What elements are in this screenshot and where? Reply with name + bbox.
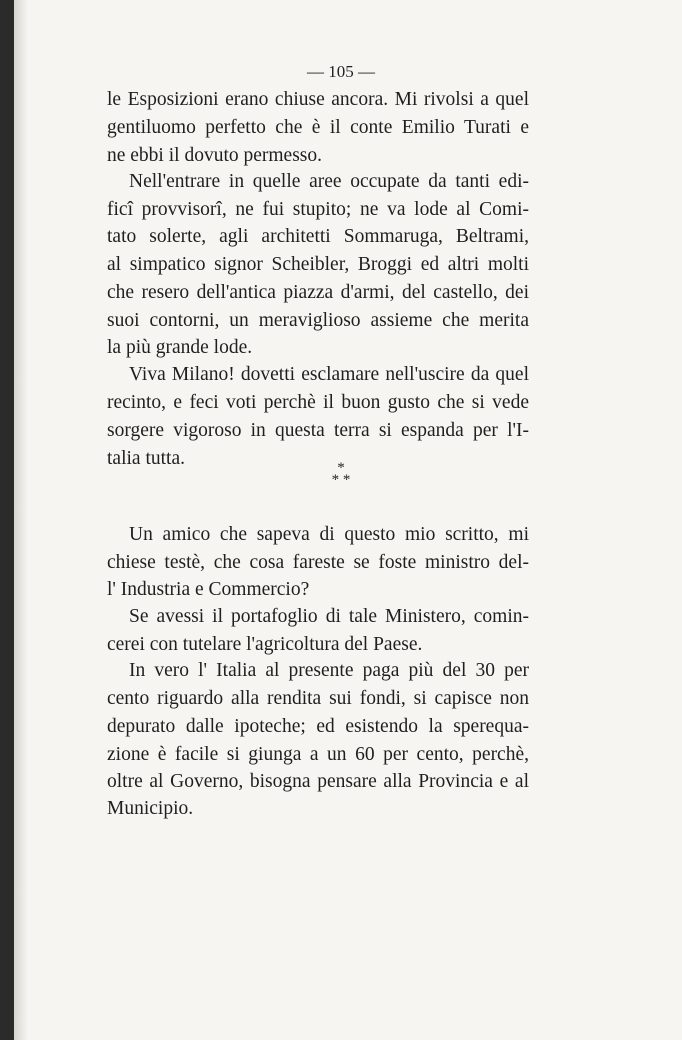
separator-bottom-asterisks: * * xyxy=(331,472,351,488)
text-line: Municipio. xyxy=(107,798,194,819)
text-line: sorgere vigoroso in questa terra si espanda per l'I- xyxy=(107,420,529,441)
text-line: ne ebbi il dovuto permesso. xyxy=(107,145,323,166)
text-line: ficî provvisorî, ne fui stupito; ne va lode al Comi- xyxy=(107,199,529,220)
text-line: recinto, e feci voti perchè il buon gusto che si vede xyxy=(107,392,529,413)
text-line: talia tutta. xyxy=(107,448,185,469)
text-line: al simpatico signor Scheibler, Broggi ed altri molti xyxy=(107,254,529,275)
section-separator xyxy=(0,462,682,486)
text-line: che resero dell'antica piazza d'armi, del castello, dei xyxy=(107,282,529,303)
page-number: — 105 — xyxy=(307,62,375,81)
text-line: depurato dalle ipoteche; ed esistendo la sperequa- xyxy=(107,716,529,737)
text-line: tato solerte, agli architetti Sommaruga, Beltrami, xyxy=(107,226,529,247)
text-line: suoi contorni, un meraviglioso assieme che merita xyxy=(107,310,529,331)
text-line: Nell'entrare in quelle aree occupate da tanti edi- xyxy=(129,171,529,192)
text-line: zione è facile si giunga a un 60 per cento, perchè, xyxy=(107,744,529,765)
text-line: la più grande lode. xyxy=(107,337,253,358)
text-line: Un amico che sapeva di questo mio scritto, mi xyxy=(129,524,529,545)
text-line: l' Industria e Commercio? xyxy=(107,579,310,600)
text-line: In vero l' Italia al presente paga più del 30 per xyxy=(129,660,529,681)
text-line: gentiluomo perfetto che è il conte Emilio Turati e xyxy=(107,117,529,138)
text-line: cerei con tutelare l'agricoltura del Paese. xyxy=(107,634,423,655)
text-line: Viva Milano! dovetti esclamare nell'uscire da quel xyxy=(129,364,529,385)
text-line: cento riguardo alla rendita sui fondi, si capisce non xyxy=(107,688,529,709)
text-line: le Esposizioni erano chiuse ancora. Mi rivolsi a quel xyxy=(107,89,529,110)
page-binding-edge xyxy=(0,0,14,1040)
separator-top-asterisk: * xyxy=(337,460,345,476)
text-line: chiese testè, che cosa fareste se foste ministro del- xyxy=(107,552,529,573)
text-line: Se avessi il portafoglio di tale Ministero, comin- xyxy=(129,606,529,627)
text-line: oltre al Governo, bisogna pensare alla Provincia e al xyxy=(107,771,529,792)
page-binding-shadow xyxy=(14,0,28,1040)
